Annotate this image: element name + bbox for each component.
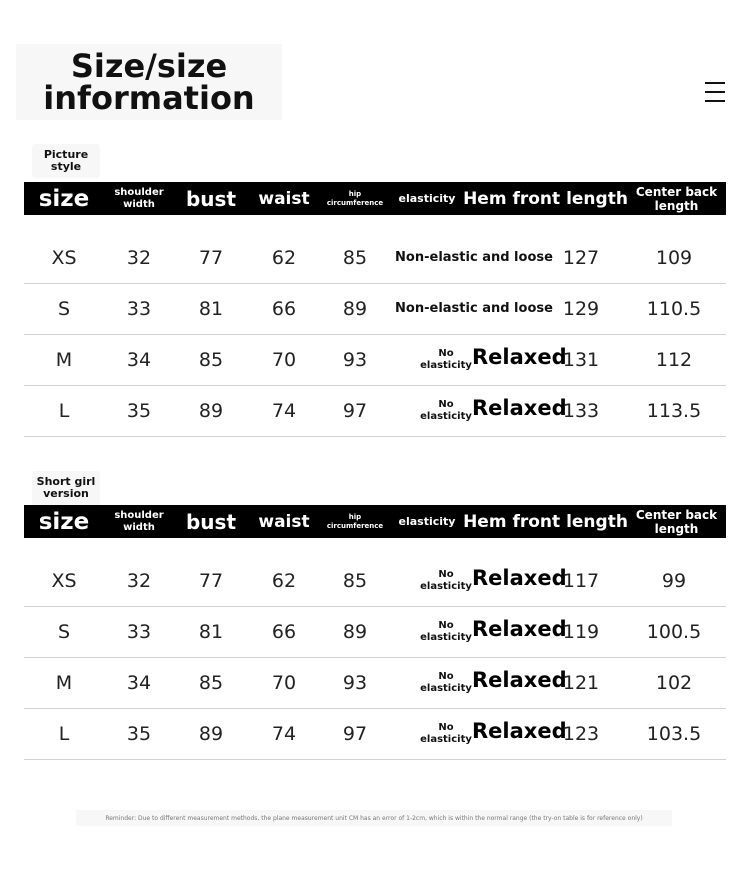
size-table-short-girl-version: [24, 505, 726, 760]
elasticity-big-label: Relaxed: [472, 345, 567, 369]
cell-elasticity: [390, 658, 570, 708]
header-center-back-length: Center back length: [635, 507, 718, 536]
cell-size: L: [58, 723, 70, 745]
table-header: [24, 505, 726, 538]
table-row: [24, 607, 726, 658]
cell-bust: 77: [198, 570, 224, 592]
elasticity-small-label: No elasticity: [420, 722, 472, 745]
elasticity-big-label: Relaxed: [472, 617, 567, 641]
cell-size: XS: [51, 247, 77, 269]
elasticity-big-label: Relaxed: [472, 566, 567, 590]
header-elasticity: elasticity: [398, 515, 456, 528]
cell-bust: 85: [198, 672, 224, 694]
cell-center-back-length: 99: [661, 570, 687, 592]
header-hem-front-length: Hem front length: [463, 511, 628, 532]
cell-waist: 66: [271, 621, 297, 643]
cell-bust: 89: [198, 723, 224, 745]
cell-size: XS: [51, 570, 77, 592]
cell-hip: 85: [342, 247, 368, 269]
cell-bust: 77: [198, 247, 224, 269]
cell-waist: 70: [271, 349, 297, 371]
cell-bust: 81: [198, 621, 224, 643]
cell-elasticity: Non-elastic and loose: [395, 249, 553, 265]
cell-waist: 74: [271, 723, 297, 745]
cell-center-back-length: 102: [655, 672, 693, 694]
cell-shoulder: 32: [126, 570, 152, 592]
table-row: [24, 284, 726, 335]
cell-elasticity: [390, 709, 570, 759]
cell-shoulder: 33: [126, 298, 152, 320]
section-tag-picture-style: Picture style: [32, 144, 100, 178]
cell-bust: 85: [198, 349, 224, 371]
cell-shoulder: 35: [126, 723, 152, 745]
hamburger-menu-icon[interactable]: [704, 81, 726, 103]
cell-hem-length: 119: [562, 621, 600, 643]
cell-hip: 93: [342, 672, 368, 694]
cell-shoulder: 32: [126, 247, 152, 269]
cell-elasticity: Non-elastic and loose: [395, 300, 553, 316]
cell-hip: 97: [342, 400, 368, 422]
elasticity-small-label: No elasticity: [420, 348, 472, 371]
cell-shoulder: 33: [126, 621, 152, 643]
cell-waist: 70: [271, 672, 297, 694]
table-row: [24, 335, 726, 386]
header-waist: waist: [258, 511, 310, 532]
page-title: [43, 47, 255, 117]
cell-center-back-length: 100.5: [646, 621, 702, 643]
elasticity-small-label: No elasticity: [420, 399, 472, 422]
cell-size: S: [57, 621, 71, 643]
cell-center-back-length: 113.5: [646, 400, 702, 422]
cell-center-back-length: 103.5: [646, 723, 702, 745]
cell-shoulder: 34: [126, 349, 152, 371]
header-elasticity: elasticity: [398, 192, 456, 205]
cell-size: L: [58, 400, 70, 422]
elasticity-small-label: No elasticity: [420, 569, 472, 592]
cell-hem-length: 131: [562, 349, 600, 371]
cell-center-back-length: 109: [655, 247, 693, 269]
header-shoulder-width: shoulder width: [114, 509, 164, 533]
cell-waist: 74: [271, 400, 297, 422]
header-bust: bust: [185, 186, 237, 211]
reminder-note: Reminder: Due to different measurement methods, the plane measurement unit CM has an error of 1-2cm, which is within the normal range (the try-on table is for reference only): [76, 810, 672, 826]
title-line-1: Size/size: [70, 47, 228, 85]
cell-waist: 62: [271, 570, 297, 592]
cell-hem-length: 129: [562, 298, 600, 320]
cell-waist: 62: [271, 247, 297, 269]
table-row: [24, 233, 726, 284]
header-size: size: [38, 185, 90, 212]
elasticity-big-label: Relaxed: [472, 668, 567, 692]
cell-hip: 93: [342, 349, 368, 371]
cell-bust: 89: [198, 400, 224, 422]
section-tag-short-girl-version: Short girl version: [32, 471, 100, 505]
cell-elasticity: [390, 556, 570, 606]
cell-shoulder: 35: [126, 400, 152, 422]
header-bust: bust: [185, 509, 237, 534]
size-table-picture-style: [24, 182, 726, 437]
header-waist: waist: [258, 188, 310, 209]
cell-bust: 81: [198, 298, 224, 320]
cell-hip: 97: [342, 723, 368, 745]
header-hip-circumference: hip circumference: [326, 189, 384, 207]
cell-hip: 89: [342, 298, 368, 320]
cell-hem-length: 121: [562, 672, 600, 694]
table-row: [24, 556, 726, 607]
cell-hip: 85: [342, 570, 368, 592]
title-box: [16, 44, 282, 120]
table-row: [24, 709, 726, 760]
cell-center-back-length: 110.5: [646, 298, 702, 320]
cell-hem-length: 117: [562, 570, 600, 592]
cell-hem-length: 123: [562, 723, 600, 745]
cell-elasticity: [390, 335, 570, 385]
cell-elasticity: [390, 386, 570, 436]
table-row: [24, 658, 726, 709]
cell-hem-length: 133: [562, 400, 600, 422]
table-row: [24, 386, 726, 437]
cell-size: M: [55, 349, 73, 371]
elasticity-big-label: Relaxed: [472, 719, 567, 743]
elasticity-small-label: No elasticity: [420, 620, 472, 643]
header-hem-front-length: Hem front length: [463, 188, 628, 209]
title-line-2: information: [43, 79, 255, 117]
cell-hip: 89: [342, 621, 368, 643]
cell-size: S: [57, 298, 71, 320]
header-size: size: [38, 508, 90, 535]
cell-waist: 66: [271, 298, 297, 320]
header-center-back-length: Center back length: [635, 184, 718, 213]
cell-elasticity: [390, 607, 570, 657]
elasticity-big-label: Relaxed: [472, 396, 567, 420]
cell-shoulder: 34: [126, 672, 152, 694]
header-hip-circumference: hip circumference: [326, 512, 384, 530]
header-shoulder-width: shoulder width: [114, 186, 164, 210]
table-header: [24, 182, 726, 215]
cell-center-back-length: 112: [655, 349, 693, 371]
cell-size: M: [55, 672, 73, 694]
elasticity-small-label: No elasticity: [420, 671, 472, 694]
cell-hem-length: 127: [562, 247, 600, 269]
